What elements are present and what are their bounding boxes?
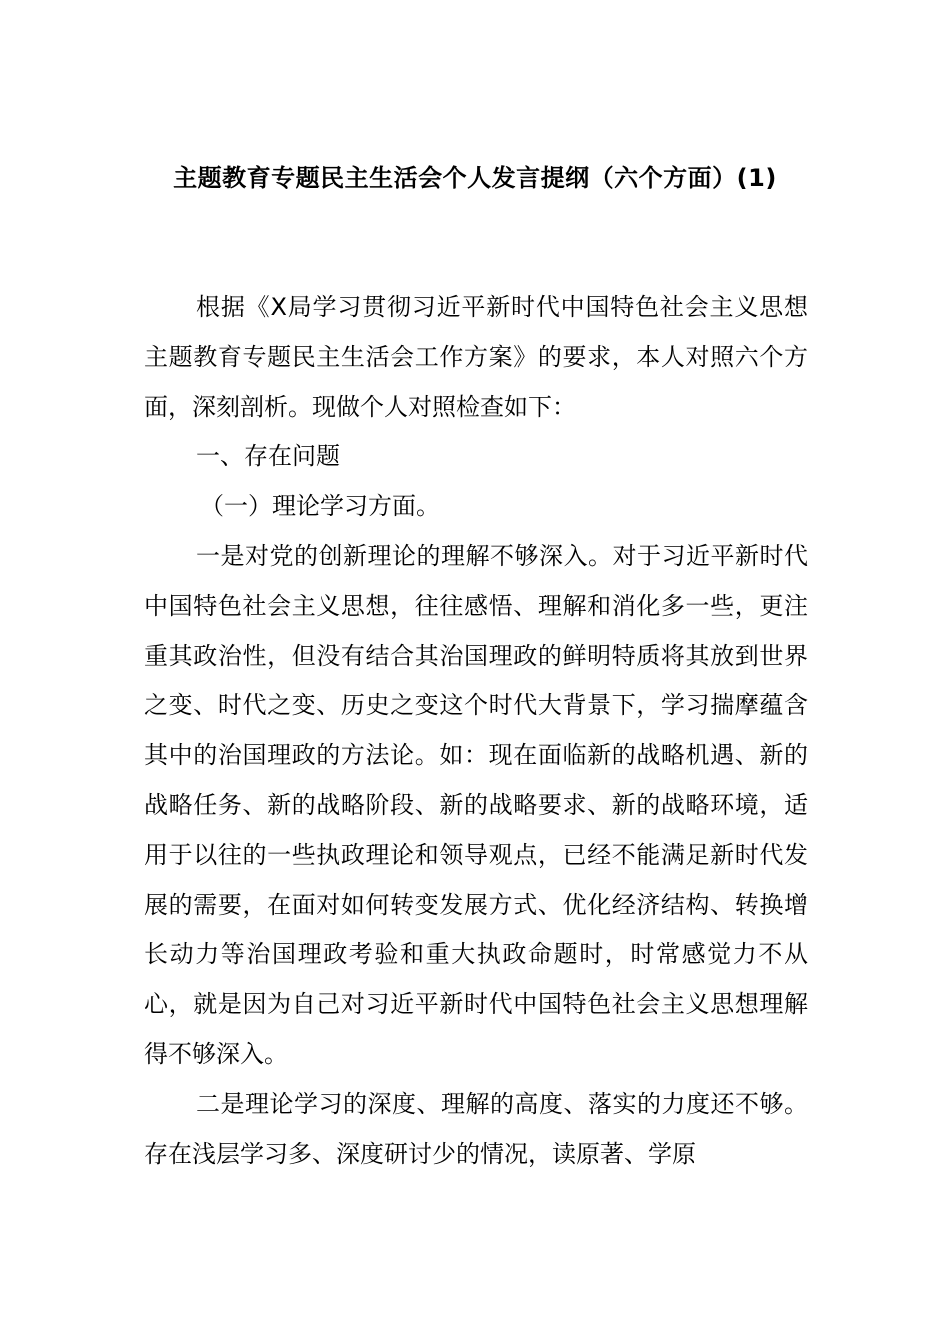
document-title: 主题教育专题民主生活会个人发言提纲（六个方面）(1)	[173, 164, 777, 192]
document-body	[144, 283, 808, 1179]
point-two-paragraph: 二是理论学习的深度、理解的高度、落实的力度还不够。存在浅层学习多、深度研讨少的情况，读原著、学原	[144, 1089, 808, 1168]
intro-paragraph: 根据《X局学习贯彻习近平新时代中国特色社会主义思想主题教育专题民主生活会工作方案》的要求，本人对照六个方面，深刻剖析。现做个人对照检查如下：	[144, 293, 808, 421]
point-one-paragraph: 一是对党的创新理论的理解不够深入。对于习近平新时代中国特色社会主义思想，往往感悟、理解和消化多一些，更注重其政治性，但没有结合其治国理政的鲜明特质将其放到世界之变、时代之变、历史之变这个时代大背景下，学习揣摩蕴含其中的治国理政的方法论。如：现在面临新的战略机遇、新的战略任务、新的战略阶段、新的战略要求、新的战略环境，适用于以往的一些执政理论和领导观点，已经不能满足新时代发展的需要，在面对如何转变发展方式、优化经济结构、转换增长动力等治国理政考验和重大执政命题时，时常感觉力不从心，就是因为自己对习近平新时代中国特色社会主义思想理解得不够深入。	[144, 541, 808, 1068]
subsection-heading-theory-study: （一）理论学习方面。	[200, 492, 440, 521]
section-heading-problems: 一、存在问题	[196, 442, 340, 471]
